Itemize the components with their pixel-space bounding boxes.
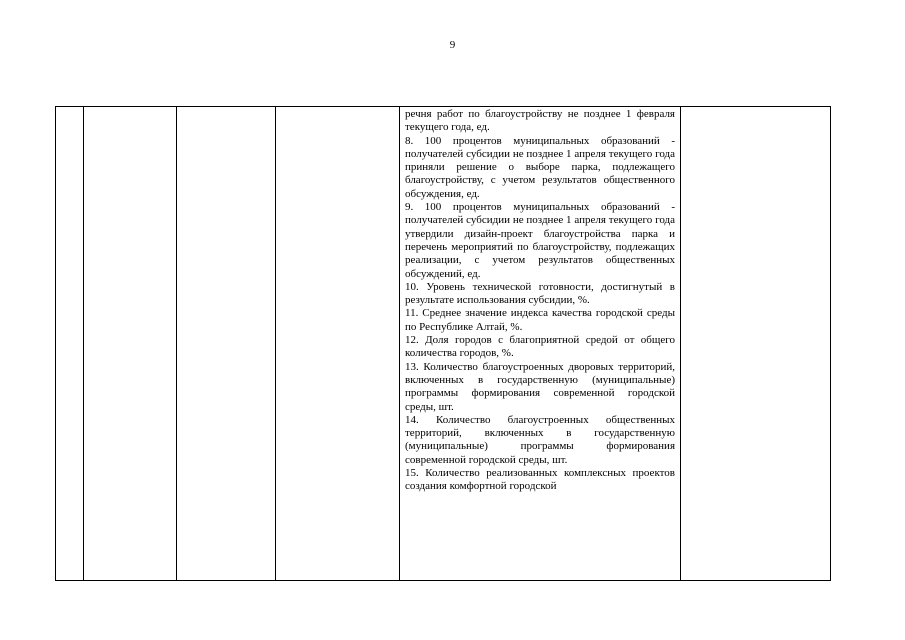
indicator-paragraph: 11. Среднее значение индекса качества городской среды по Республике Алтай, %.	[405, 307, 675, 333]
indicator-paragraph: 13. Количество благоустроенных дворовых территорий, включенных в государственную (муниципальные) программы формирования современной городской среды, шт.	[405, 360, 675, 413]
table-cell-indicators	[400, 107, 681, 581]
table-cell-col-4	[276, 107, 400, 581]
page-number: 9	[449, 39, 456, 51]
indicator-paragraph: 10. Уровень технической готовности, достигнутый в результате использования субсидии, %.	[405, 280, 675, 307]
indicator-paragraph: 12. Доля городов с благоприятной средой от общего количества городов, %.	[405, 334, 675, 360]
indicator-paragraph: 15. Количество реализованных комплексных проектов создания комфортной городской	[405, 467, 675, 493]
indicator-paragraph: 14. Количество благоустроенных общественных территорий, включенных в государственную (муниципальные) программы формирования современной городской среды, шт.	[405, 413, 675, 466]
indicators-table	[55, 106, 831, 581]
indicators-text	[400, 107, 680, 580]
indicator-paragraph: 8. 100 процентов муниципальных образований - получателей субсидии не позднее 1 апреля текущего года приняли решение о выборе парка, подлежащего благоустройству, с учетом результатов общественного обсуждения, ед.	[405, 134, 675, 200]
table-cell-col-6	[681, 107, 831, 581]
indicator-paragraph: 9. 100 процентов муниципальных образований - получателей субсидии не позднее 1 апреля текущего года утвердили дизайн-проект благоустройства парка и перечень мероприятий по благоустройству, подлежащих реализации, с учетом результатов общественных обсуждений, ед.	[405, 201, 675, 280]
table-row	[56, 107, 831, 581]
table-cell-col-3	[177, 107, 276, 581]
table-cell-col-2	[84, 107, 177, 581]
table-cell-col-1	[56, 107, 84, 581]
indicator-paragraph: речня работ по благоустройству не позднее 1 февраля текущего года, ед.	[405, 108, 675, 134]
